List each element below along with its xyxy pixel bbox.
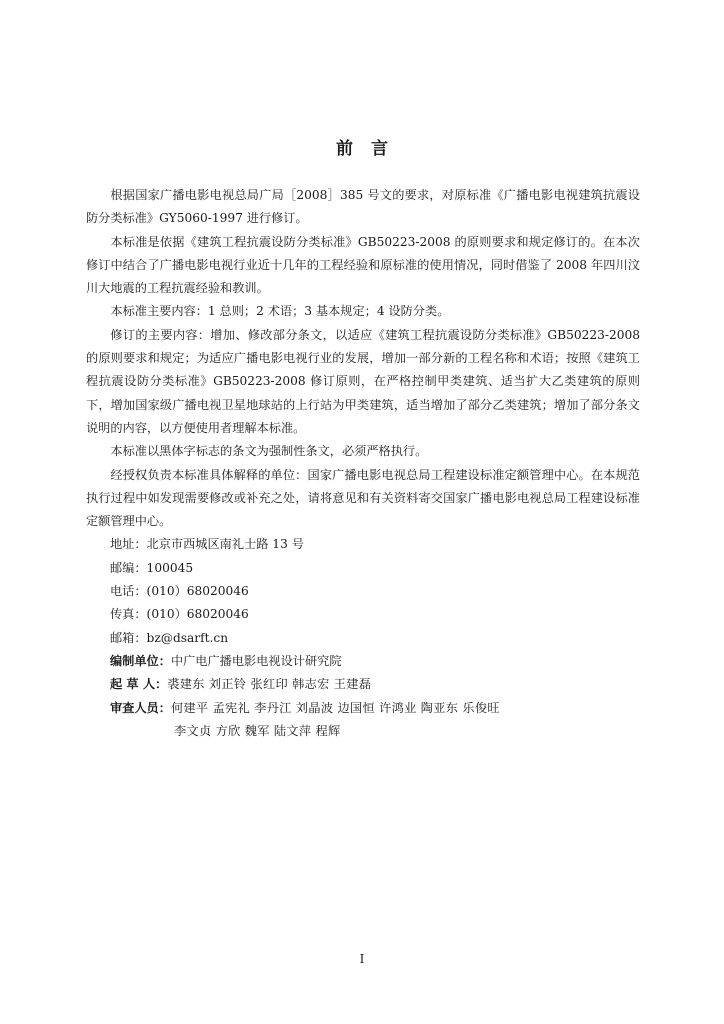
drafters-value: 裘建东 刘正铃 张红印 韩志宏 王建磊	[167, 677, 372, 692]
paragraph: 修订的主要内容：增加、修改部分条文，以适应《建筑工程抗震设防分类标准》GB50223-2008 的原则要求和规定；为适应广播电影电视行业的发展，增加一部分新的工程名称和术语；按照《建筑工程抗震设防分类标准》GB50223-2008 修订原则，在严格控制甲类建筑、适当扩大乙类建筑的原则下，增加国家级广播电视卫星地球站的上行站为甲类建筑，适当增加了部分乙类建筑；增加了部分条文说明的内容，以方便使用者理解本标准。	[86, 327, 640, 435]
paragraph: 本标准以黑体字标志的条文为强制性条文，必须严格执行。	[110, 444, 428, 459]
drafters-line	[86, 673, 640, 696]
paragraph: 本标准主要内容：1 总则；2 术语；3 基本规定；4 设防分类。	[110, 304, 450, 319]
contact-phone: 电话：(010）68020046	[110, 584, 249, 599]
title-char-1: 前	[336, 139, 353, 159]
contact-email: 邮箱：bz@dsarft.cn	[110, 630, 229, 645]
contact-address: 地址：北京市西城区南礼士路 13 号	[110, 537, 304, 552]
editor-value: 中广电广播电影电视设计研究院	[170, 653, 342, 668]
paragraph: 本标准是依据《建筑工程抗震设防分类标准》GB50223-2008 的原则要求和规定修订的。在本次修订中结合了广播电影电视行业近十几年的工程经验和原标准的使用情况，同时借鉴了 2008 年四川汶川大地震的工程抗震经验和教训。	[86, 234, 640, 296]
page-number: I	[359, 952, 365, 966]
page-title	[0, 134, 724, 159]
editor-label: 编制单位：	[110, 653, 171, 668]
reviewers-line-continued	[86, 720, 640, 743]
title-char-2: 言	[371, 139, 388, 159]
paragraph: 经授权负责本标准具体解释的单位：国家广播电影电视总局工程建设标准定额管理中心。在本规范执行过程中如发现需要修改或补充之处，请将意见和有关资料寄交国家广播电影电视总局工程建设标准定额管理中心。	[86, 467, 640, 529]
document-body	[86, 184, 640, 743]
drafters-label: 起 草 人：	[110, 677, 168, 692]
editor-line	[86, 650, 640, 673]
reviewers-value-2: 李文贞 方欣 魏军 陆文萍 程辉	[174, 723, 341, 738]
reviewers-line	[86, 697, 640, 720]
paragraph: 根据国家广播电影电视总局广局［2008］385 号文的要求，对原标准《广播电影电视建筑抗震设防分类标准》GY5060-1997 进行修订。	[86, 188, 640, 226]
contact-postcode: 邮编：100045	[110, 560, 194, 575]
reviewers-value-1: 何建平 孟宪礼 李丹江 刘晶波 边国恒 许鸿业 陶亚东 乐俊旺	[170, 700, 500, 715]
contact-fax: 传真：(010）68020046	[110, 607, 249, 622]
reviewers-label: 审查人员：	[110, 700, 171, 715]
